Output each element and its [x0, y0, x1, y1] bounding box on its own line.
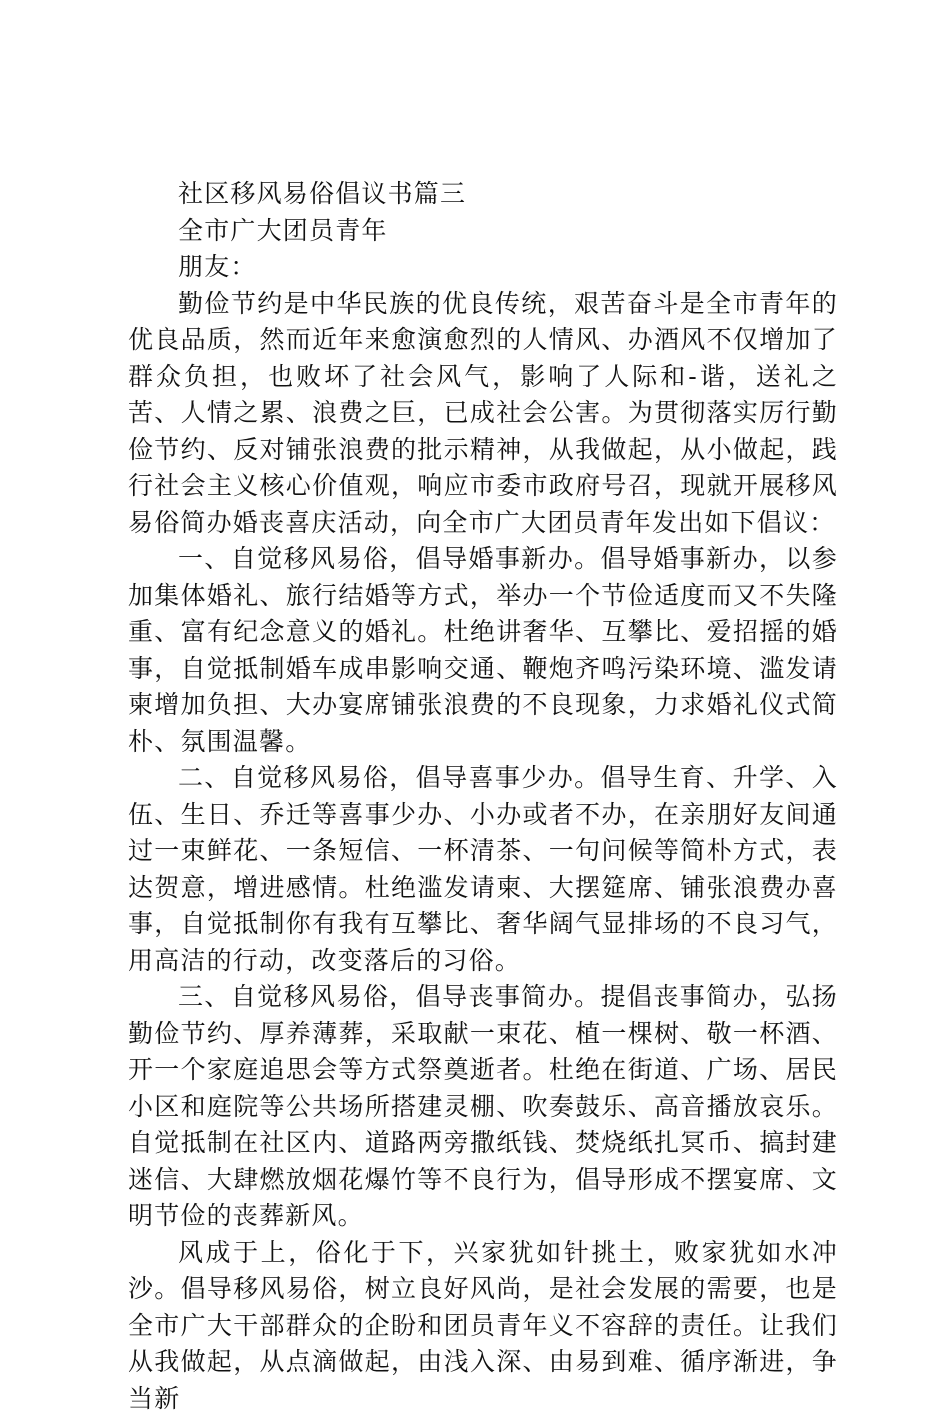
salutation: 朋友： [128, 249, 838, 286]
document-title: 社区移风易俗倡议书篇三 [128, 176, 838, 213]
paragraph-closing: 风成于上，俗化于下，兴家犹如针挑土，败家犹如水冲沙。倡导移风易俗，树立良好风尚，是社会发展的需要，也是全市广大干部群众的企盼和团员青年义不容辞的责任。让我们从我做起，从点滴做起，由浅入深、由易到难、循序渐进，争当新 [128, 1235, 838, 1417]
document-body [128, 176, 838, 1417]
paragraph-wedding: 一、自觉移风易俗，倡导婚事新办。倡导婚事新办，以参加集体婚礼、旅行结婚等方式，举办一个节俭适度而又不失隆重、富有纪念意义的婚礼。杜绝讲奢华、互攀比、爱招摇的婚事，自觉抵制婚车成串影响交通、鞭炮齐鸣污染环境、滥发请柬增加负担、大办宴席铺张浪费的不良现象，力求婚礼仪式简朴、氛围温馨。 [128, 541, 838, 760]
paragraph-funeral: 三、自觉移风易俗，倡导丧事简办。提倡丧事简办，弘扬勤俭节约、厚养薄葬，采取献一束花、植一棵树、敬一杯酒、开一个家庭追思会等方式祭奠逝者。杜绝在街道、广场、居民小区和庭院等公共场所搭建灵棚、吹奏鼓乐、高音播放哀乐。自觉抵制在社区内、道路两旁撒纸钱、焚烧纸扎冥币、搞封建迷信、大肆燃放烟花爆竹等不良行为，倡导形成不摆宴席、文明节俭的丧葬新风。 [128, 979, 838, 1235]
recipient-line: 全市广大团员青年 [128, 213, 838, 250]
paragraph-celebration: 二、自觉移风易俗，倡导喜事少办。倡导生育、升学、入伍、生日、乔迁等喜事少办、小办或者不办，在亲朋好友间通过一束鲜花、一条短信、一杯清茶、一句问候等简朴方式，表达贺意，增进感情。杜绝滥发请柬、大摆筵席、铺张浪费办喜事，自觉抵制你有我有互攀比、奢华阔气显排场的不良习气，用高洁的行动，改变落后的习俗。 [128, 760, 838, 979]
paragraph-intro: 勤俭节约是中华民族的优良传统，艰苦奋斗是全市青年的优良品质，然而近年来愈演愈烈的人情风、办酒风不仅增加了群众负担，也败坏了社会风气，影响了人际和-谐，送礼之苦、人情之累、浪费之巨，已成社会公害。为贯彻落实厉行勤俭节约、反对铺张浪费的批示精神，从我做起，从小做起，践行社会主义核心价值观，响应市委市政府号召，现就开展移风易俗简办婚丧喜庆活动，向全市广大团员青年发出如下倡议： [128, 286, 838, 542]
